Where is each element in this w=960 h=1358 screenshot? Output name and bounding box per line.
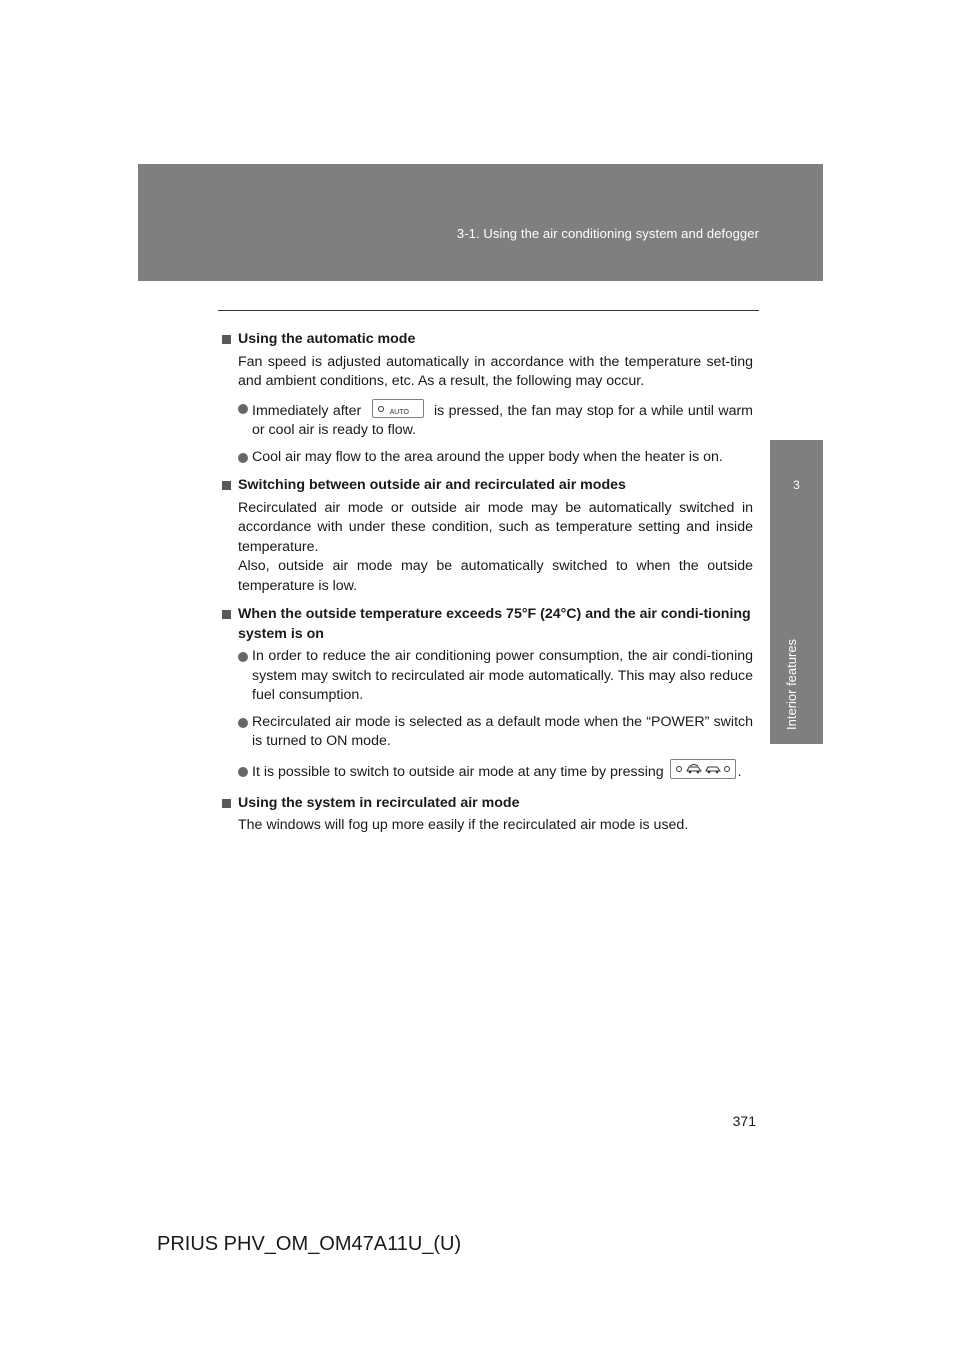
list-item: Immediately after AUTO is pressed, the fan may stop for a while until warm or cool air is ready to flow. — [221, 399, 753, 441]
square-bullet-icon — [222, 481, 231, 490]
chapter-side-tab — [770, 440, 823, 744]
auto-button-label: AUTO — [389, 408, 409, 416]
page-number: 371 — [732, 1113, 756, 1129]
paragraph: Fan speed is adjusted automatically in accordance with the temperature set-ting and ambient conditions, etc. As a result, the following may occur. — [238, 353, 753, 389]
chapter-number: 3 — [793, 478, 800, 492]
round-bullet-icon — [238, 652, 248, 662]
square-bullet-icon — [222, 799, 231, 808]
page-content — [221, 322, 753, 843]
round-bullet-icon — [238, 767, 248, 777]
paragraph: Recirculated air mode or outside air mode may be automatically switched in accordance with under these condition, such as temperature setting and inside temperature. — [238, 499, 753, 555]
heading-exceeds: When the outside temperature exceeds 75°F (24°C) and the air condi-tioning system is on — [221, 605, 753, 644]
divider-rule — [218, 310, 759, 311]
list-item: In order to reduce the air conditioning power consumption, the air condi-tioning system may switch to recirculated air mode automatically. This may also reduce fuel consumption. — [221, 647, 753, 706]
round-bullet-icon — [238, 453, 248, 463]
square-bullet-icon — [222, 610, 231, 619]
round-bullet-icon — [238, 404, 248, 414]
list-item: Recirculated air mode is selected as a default mode when the “POWER” switch is turned to ON mode. — [221, 713, 753, 752]
paragraph: The windows will fog up more easily if the recirculated air mode is used. — [238, 817, 689, 833]
section-title: 3-1. Using the air conditioning system and defogger — [456, 226, 759, 241]
paragraph: Also, outside air mode may be automatically switched to when the outside temperature is low. — [238, 558, 753, 594]
list-item: Cool air may flow to the area around the upper body when the heater is on. — [221, 448, 753, 468]
auto-button-icon — [372, 399, 424, 418]
document-code: PRIUS PHV_OM_OM47A11U_(U) — [157, 1233, 462, 1255]
list-item: It is possible to switch to outside air mode at any time by pressing . — [221, 759, 753, 785]
recirculated-air-button-icon — [670, 759, 736, 779]
car-icon — [686, 764, 702, 774]
chapter-label: Interior features — [784, 638, 799, 730]
square-bullet-icon — [222, 335, 231, 344]
car-icon — [705, 764, 721, 774]
heading-recirc: Using the system in recirculated air mode — [221, 794, 753, 814]
round-bullet-icon — [238, 718, 248, 728]
header-band — [138, 164, 823, 281]
heading-switching: Switching between outside air and recirculated air modes — [221, 476, 753, 496]
heading-auto-mode: Using the automatic mode — [221, 330, 753, 350]
